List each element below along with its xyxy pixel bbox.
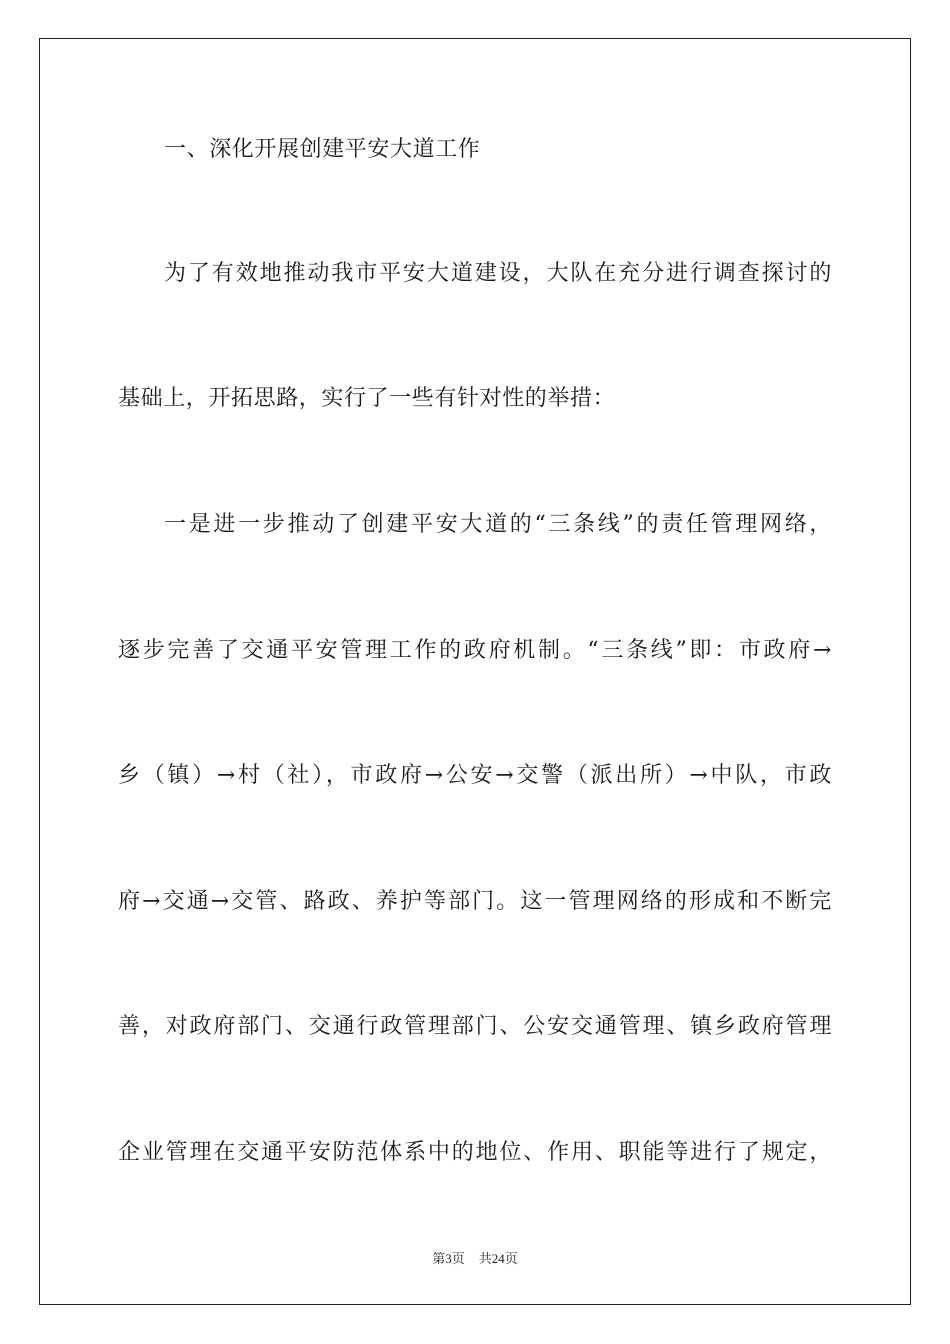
paragraph-line-4: 逐步完善了交通平安管理工作的政府机制。“三条线”即：市政府→ [118,638,832,663]
page-total: 共24页 [478,1251,518,1266]
paragraph-line-8: 企业管理在交通平安防范体系中的地位、作用、职能等进行了规定， [118,1140,832,1165]
page-border [39,38,911,1305]
paragraph-line-5: 乡（镇）→村（社），市政府→公安→交警（派出所）→中队，市政 [118,763,832,788]
page-footer [0,1248,950,1267]
page-number: 第3页 [432,1251,465,1266]
paragraph-line-3: 一是进一步推动了创建平安大道的“三条线”的责任管理网络， [164,512,832,537]
paragraph-line-6: 府→交通→交管、路政、养护等部门。这一管理网络的形成和不断完 [118,889,832,914]
section-heading: 一、深化开展创建平安大道工作 [164,137,481,162]
paragraph-line-2: 基础上，开拓思路，实行了一些有针对性的举措： [118,386,616,411]
paragraph-line-7: 善，对政府部门、交通行政管理部门、公安交通管理、镇乡政府管理 [118,1014,832,1039]
paragraph-line-1: 为了有效地推动我市平安大道建设，大队在充分进行调查探讨的 [164,261,832,286]
